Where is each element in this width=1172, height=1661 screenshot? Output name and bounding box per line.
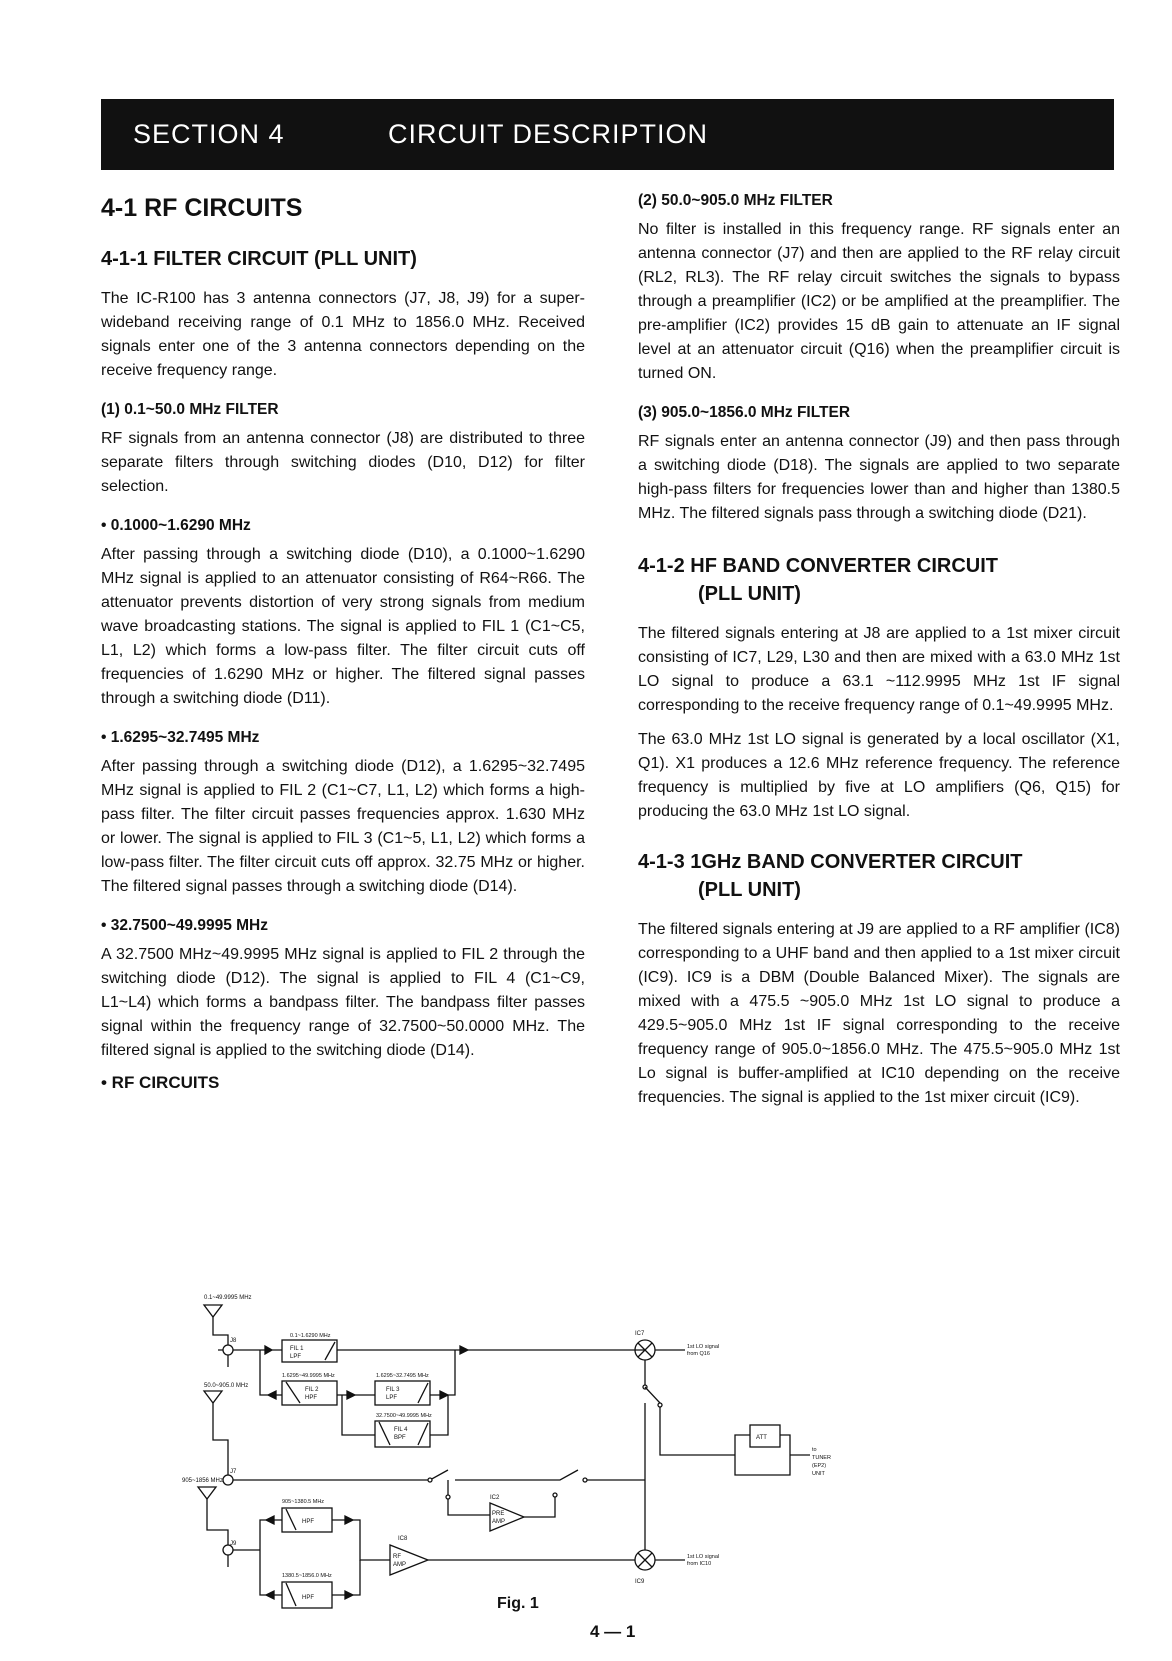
j7-label: J7 [230,1469,237,1475]
page-number: 4 — 1 [590,1622,636,1641]
att-label: ATT [756,1435,767,1441]
fil4-range: 32.7500~49.9995 MHz [376,1413,432,1419]
lo2-source: from IC10 [687,1561,712,1567]
antenna-1-label: 0.1~49.9995 MHz [204,1295,252,1301]
j8-label: J8 [230,1338,237,1344]
fil2-label: FIL 2 [305,1387,319,1393]
fil1-label: FIL 1 [290,1346,304,1352]
lo2-label: 1st LO signal [687,1554,720,1560]
ic8-label: IC8 [398,1536,408,1542]
heading-hf-line2: (PLL UNIT) [698,583,801,605]
preamp-icon [490,1503,524,1531]
bullet-heading-1: • 0.1000~1.6290 MHz [101,517,251,534]
heading-rf-circuits: 4-1 RF CIRCUITS [101,194,303,222]
right-column [638,190,1120,1120]
ep2-label: (EP2) [812,1463,827,1469]
heading-filter-circuit: 4-1-1 FILTER CIRCUIT (PLL UNIT) [101,248,417,270]
j9-connector-icon [223,1545,233,1555]
left-column [101,190,585,1101]
ghz-paragraph: The filtered signals entering at J9 are applied to a RF amplifier (IC8) corresponding to a UHF band and then applied to a 1st mixer circuit (IC9). IC9 is a DBM (Double Balanced Mixer). The signals are mixed with a 475.5 ~905.0 MHz 1st LO signal to produce a 429.5~905.0 MHz 1st IF signal corresponding to the receive frequency range of 905.0~1856.0 MHz. The 475.5~905.0 MHz 1st Lo signal is buffer-amplified at IC10 depending on the receive frequencies. The signal is applied to the 1st mixer circuit (IC9). [638,921,1120,1106]
bullet-heading-2: • 1.6295~32.7495 MHz [101,729,260,746]
diode-d10-icon [265,1346,272,1354]
antenna-1-icon [204,1305,222,1317]
heading-ghz-line1: 4-1-3 1GHz BAND CONVERTER CIRCUIT [638,851,1023,873]
filter-3-paragraph: RF signals enter an antenna connector (J9) and then pass through a switching diode (D18). The signals are applied to two separate high-pass filters for frequencies lower than and higher than 1380.5 MHz. The filtered signals pass through a switching diode (D21). [638,433,1120,522]
fil1-range: 0.1~1.6290 MHz [290,1333,331,1339]
rf-amp-label-1: RF [393,1554,401,1560]
rf-amp-icon [390,1545,428,1575]
rf-amp-label-2: AMP [393,1562,407,1568]
j8-connector-icon [223,1345,233,1355]
hpf2-range: 1380.5~1856.0 MHz [282,1573,332,1579]
hpf2-label: HPF [302,1595,314,1601]
heading-hf-converter [638,552,1120,608]
bullet-paragraph-2: After passing through a switching diode (D12), a 1.6295~32.7495 MHz signal is applied to FIL 2 (C1~C7, L1, L2) which forms a high-pass filter. The filter circuit passes frequencies approx. 1.630 MHz or lower. The signal is applied to FIL 3 (C1~5, L1, L2) which forms a low-pass filter. The filter circuit cuts off approx. 32.75 MHz or higher. The filtered signal passes through a switching diode (D14). [101,758,585,895]
fil3-label: FIL 3 [386,1387,400,1393]
section-title: CIRCUIT DESCRIPTION [388,119,709,149]
hpf1-range: 905~1380.5 MHz [282,1499,325,1505]
unit-label: UNIT [812,1471,825,1477]
diode-d18-icon [266,1516,274,1524]
j9-label: J9 [230,1541,237,1547]
j7-connector-icon [223,1475,233,1485]
subheading-filter-1: (1) 0.1~50.0 MHz FILTER [101,401,279,418]
hf-paragraph-1: The filtered signals entering at J8 are applied to a 1st mixer circuit consisting of IC7, L29, L30 and then are mixed with a 63.0 MHz 1st LO signal to produce a 63.1 ~112.9995 MHz 1st IF signal corresponding to the receive frequency range of 0.1~49.9995 MHz. [638,625,1120,714]
lo1-label: 1st LO signal [687,1344,720,1350]
section-number: SECTION 4 [133,119,285,149]
subheading-filter-2: (2) 50.0~905.0 MHz FILTER [638,192,833,209]
fil2-type: HPF [305,1395,317,1401]
heading-hf-line1: 4-1-2 HF BAND CONVERTER CIRCUIT [638,555,999,577]
bullet-paragraph-3: A 32.7500 MHz~49.9995 MHz signal is applied to FIL 2 through the switching diode (D12). The signal is applied to FIL 4 (C1~C9, L1~L4) which forms a bandpass filter. The bandpass filter passes signal within the frequency range of 32.7500~50.0000 MHz. The filtered signal is applied to the switching diode (D14). [101,946,585,1059]
fil3-range: 1.6295~32.7495 MHz [376,1373,429,1379]
bullet-heading-3: • 32.7500~49.9995 MHz [101,917,269,934]
fil3-box [375,1381,430,1405]
section-banner [101,99,1114,170]
diode-d14-icon [440,1391,448,1399]
tuner-label: TUNER [812,1455,831,1461]
ic7-label: IC7 [635,1331,645,1337]
bullet-paragraph-1: After passing through a switching diode (D10), a 0.1000~1.6290 MHz signal is applied to an attenuator consisting of R64~R66. The attenuator prevents distortion of very strong signals from medium wave broadcasting stations. The signal is applied to FIL 1 (C1~C5, L1, L2) which forms a low-pass filter. The filter circuit cuts off frequencies of 1.6290 MHz or higher. The filtered signal passes through a switching diode (D11). [101,546,585,707]
fil3-type: LPF [386,1395,398,1401]
heading-ghz-converter [638,848,1120,904]
diode-d11-icon [460,1346,468,1354]
fil4-type: BPF [394,1435,406,1441]
fil4-box [375,1421,430,1447]
intro-paragraph: The IC-R100 has 3 antenna connectors (J7, J8, J9) for a super-wideband receiving range of 0.1 MHz to 1856.0 MHz. Received signals enter one of the 3 antenna connectors depending on the receive frequency range. [101,290,585,379]
fil4-label: FIL 4 [394,1427,408,1433]
ic9-label: IC9 [635,1579,645,1585]
ic2-label: IC2 [490,1495,500,1501]
subheading-filter-3: (3) 905.0~1856.0 MHz FILTER [638,404,851,421]
hf-paragraph-2: The 63.0 MHz 1st LO signal is generated by a local oscillator (X1, Q1). X1 produces a 12.6 MHz reference frequency. The reference frequency is multiplied by five at LO amplifiers (Q6, Q15) for producing the 63.0 MHz 1st LO signal. [638,731,1120,820]
figure-label: Fig. 1 [497,1595,539,1612]
antenna-2-label: 50.0~905.0 MHz [204,1383,249,1389]
diode-d12-icon [268,1391,276,1399]
lo1-source: from Q16 [687,1351,710,1357]
filter-2-paragraph: No filter is installed in this frequency range. RF signals enter an antenna connector (J7) and then are applied to the RF relay circuit (RL2, RL3). The RF relay circuit switches the signals to bypass through a preamplifier (IC2) or be amplified at the preamplifier. The pre-amplifier (IC2) provides 15 dB gain to attenuate an IF signal level at an attenuator circuit (Q16) when the preamplifier circuit is turned ON. [638,221,1120,382]
antenna-3-icon [198,1487,216,1499]
fil2-box [282,1381,337,1405]
preamp-label-2: AMP [492,1519,506,1525]
to-label: to [812,1447,817,1453]
fil2-range: 1.6295~49.9995 MHz [282,1373,335,1379]
fil1-type: LPF [290,1354,302,1360]
antenna-3-label: 905~1856 MHz [182,1478,223,1484]
diode-d21-icon [345,1516,353,1524]
antenna-2-icon [204,1391,222,1403]
heading-ghz-line2: (PLL UNIT) [698,879,801,901]
figure-heading: • RF CIRCUITS [101,1073,220,1092]
filter-1-paragraph: RF signals from an antenna connector (J8) are distributed to three separate filters through switching diodes (D10, D12) for filter selection. [101,430,585,495]
hpf1-label: HPF [302,1519,314,1525]
preamp-label-1: PRE [492,1511,505,1517]
